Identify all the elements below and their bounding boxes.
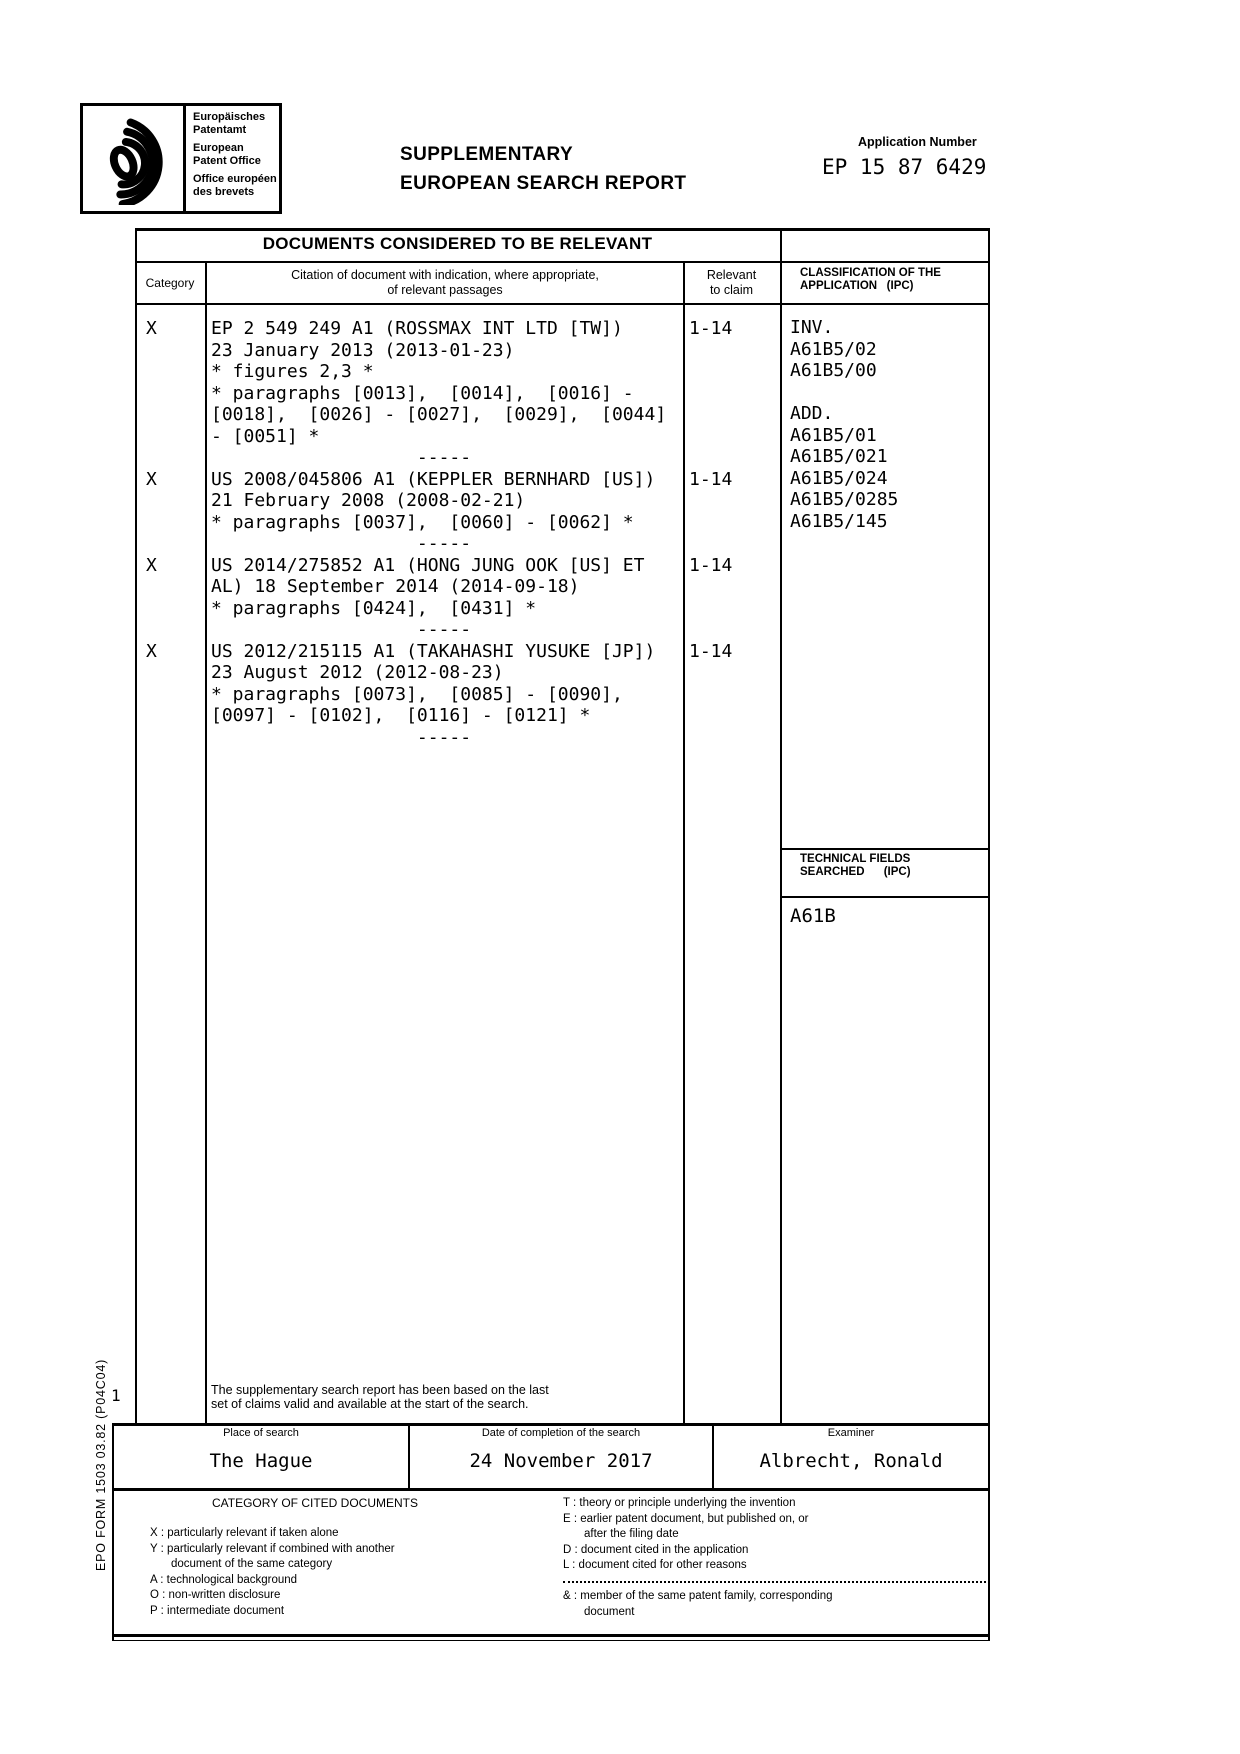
completion-date-label: Date of completion of the search bbox=[481, 1427, 641, 1439]
column-header-citation: Citation of document with indication, where appropriate, of relevant passages bbox=[291, 268, 599, 297]
logo-text-line: Europäisches bbox=[193, 111, 266, 123]
technical-fields-header: TECHNICAL FIELDS SEARCHED (IPC) bbox=[800, 853, 911, 878]
legend-left-column bbox=[150, 1526, 550, 1619]
table-border bbox=[112, 1640, 990, 1641]
report-title-line2: EUROPEAN SEARCH REPORT bbox=[400, 173, 687, 194]
legend-item: A : technological background bbox=[150, 1573, 298, 1586]
legend-item: D : document cited in the application bbox=[563, 1543, 749, 1556]
application-number: EP 15 87 6429 bbox=[822, 155, 987, 179]
legend-item: P : intermediate document bbox=[150, 1604, 285, 1617]
row-category: X bbox=[146, 318, 157, 339]
row-citation: EP 2 549 249 A1 (ROSSMAX INT LTD [TW]) 23 January 2013 (2013-01-23) * figures 2,3 * * paragraphs [0013], [0014], [0016] - [0018], [0026] - [0027], [0029], [0044] - [0051] * ----- bbox=[211, 318, 667, 468]
place-of-search-value: The Hague bbox=[209, 1450, 313, 1472]
table-border bbox=[782, 896, 988, 898]
logo-text-line: Patentamt bbox=[193, 123, 247, 136]
application-number-label: Application Number bbox=[858, 135, 977, 149]
legend-item: X : particularly relevant if taken alone bbox=[150, 1527, 339, 1539]
classification-codes: INV. A61B5/02 A61B5/00 ADD. A61B5/01 A61B5/021 A61B5/024 A61B5/0285 A61B5/145 bbox=[790, 317, 899, 532]
table-border bbox=[135, 228, 990, 231]
row-relevant-claims: 1-14 bbox=[689, 554, 733, 576]
legend-item: E : earlier patent document, but published on, or after the filing date bbox=[563, 1512, 809, 1540]
logo-text-line: European bbox=[193, 142, 244, 154]
table-title: DOCUMENTS CONSIDERED TO BE RELEVANT bbox=[262, 234, 653, 253]
row-relevant-claims: 1-14 bbox=[689, 468, 733, 490]
column-header-category: Category bbox=[145, 276, 195, 290]
row-relevant-claims: 1-14 bbox=[689, 640, 733, 662]
legend-item: & : member of the same patent family, corresponding document bbox=[563, 1590, 833, 1618]
table-row bbox=[135, 555, 990, 641]
epo-logo-box bbox=[80, 103, 282, 214]
dotted-separator bbox=[563, 1574, 988, 1590]
epo-form-id: EPO FORM 1503 03.82 (P04C04) bbox=[94, 1358, 108, 1571]
table-border bbox=[782, 848, 988, 850]
table-border bbox=[135, 261, 990, 263]
table-row bbox=[135, 641, 990, 749]
row-category: X bbox=[146, 554, 157, 576]
search-report-note: The supplementary search report has been based on the last set of claims valid and available at the start of the search. bbox=[211, 1383, 549, 1411]
column-header-relevant: Relevant to claim bbox=[706, 268, 757, 297]
row-relevant-claims: 1-14 bbox=[689, 318, 733, 339]
logo-text-line: des brevets bbox=[193, 185, 255, 198]
row-citation: US 2014/275852 A1 (HONG JUNG OOK [US] ET AL) 18 September 2014 (2014-09-18) * paragraphs [0424], [0431] * ----- bbox=[211, 554, 645, 640]
table-border bbox=[112, 1634, 990, 1637]
report-title bbox=[400, 140, 686, 198]
row-citation: US 2008/045806 A1 (KEPPLER BERNHARD [US]) 21 February 2008 (2008-02-21) * paragraphs [0037], [0060] - [0062] * ----- bbox=[211, 468, 656, 554]
technical-fields-value: A61B bbox=[790, 905, 836, 927]
examiner-value: Albrecht, Ronald bbox=[759, 1450, 943, 1472]
page-number: 1 bbox=[111, 1386, 121, 1405]
epo-logo-text bbox=[183, 106, 279, 211]
row-category: X bbox=[146, 640, 157, 662]
place-of-search-label: Place of search bbox=[223, 1427, 299, 1439]
row-citation: US 2012/215115 A1 (TAKAHASHI YUSUKE [JP]) 23 August 2012 (2012-08-23) * paragraphs [0073], [0085] - [0090], [0097] - [0102], [0116] - [0121] * ----- bbox=[211, 640, 656, 748]
logo-text-line: Office européen bbox=[193, 173, 277, 185]
completion-date-value: 24 November 2017 bbox=[469, 1450, 653, 1472]
logo-text-line: Patent Office bbox=[193, 154, 261, 167]
epo-logo-icon bbox=[83, 106, 183, 211]
column-header-classification: CLASSIFICATION OF THE APPLICATION (IPC) bbox=[800, 267, 941, 292]
row-category: X bbox=[146, 468, 157, 490]
legend-item: Y : particularly relevant if combined with another document of the same category bbox=[150, 1542, 395, 1570]
report-title-line1: SUPPLEMENTARY bbox=[400, 144, 574, 165]
cited-documents-legend-title: CATEGORY OF CITED DOCUMENTS bbox=[211, 1496, 418, 1510]
legend-item: T : theory or principle underlying the invention bbox=[563, 1497, 796, 1509]
examiner-label: Examiner bbox=[827, 1427, 875, 1439]
legend-item: O : non-written disclosure bbox=[150, 1589, 281, 1601]
legend-item: L : document cited for other reasons bbox=[563, 1559, 747, 1571]
table-border bbox=[112, 1423, 990, 1426]
legend-right-column bbox=[563, 1496, 988, 1620]
table-border bbox=[112, 1488, 990, 1491]
